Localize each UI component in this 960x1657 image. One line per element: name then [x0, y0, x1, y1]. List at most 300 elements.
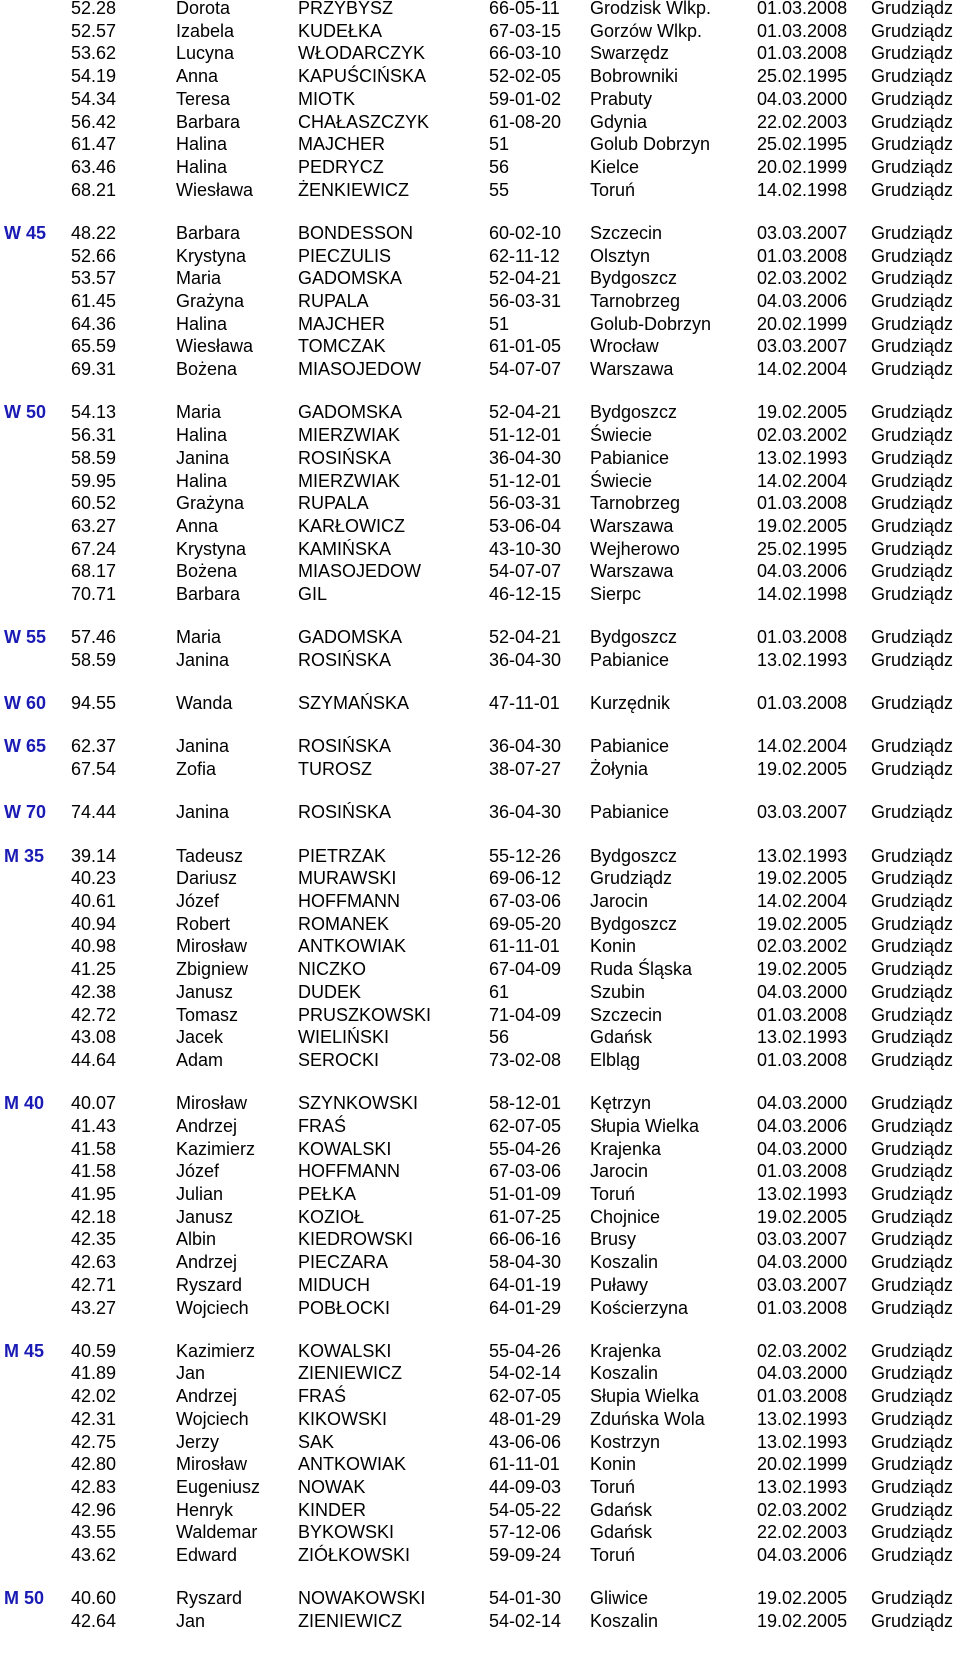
record-date: 13.02.1993 — [757, 1027, 848, 1048]
result-time: 40.98 — [71, 936, 117, 957]
birth-date: 43-06-06 — [489, 1431, 562, 1452]
birth-date: 69-05-20 — [489, 913, 562, 934]
result-time: 42.75 — [71, 1431, 117, 1452]
venue-city: Grudziądz — [871, 1499, 954, 1520]
birth-date: 52-04-21 — [489, 268, 562, 289]
venue-city: Grudziądz — [871, 402, 954, 423]
table-row — [0, 155, 960, 179]
last-name: RUPALA — [298, 493, 369, 514]
last-name: BONDESSON — [298, 222, 414, 243]
record-date: 14.02.1998 — [757, 179, 848, 200]
result-time: 41.95 — [71, 1184, 117, 1204]
birth-date: 52-02-05 — [489, 66, 562, 87]
venue-city: Grudziądz — [871, 1522, 954, 1543]
club-town: Toruń — [590, 1184, 636, 1204]
result-time: 41.58 — [71, 1138, 117, 1159]
first-name: Maria — [176, 627, 222, 648]
result-time: 58.59 — [71, 650, 117, 670]
table-row — [0, 1205, 960, 1229]
last-name: SEROCKI — [298, 1049, 380, 1070]
venue-city: Grudziądz — [871, 1431, 954, 1452]
club-town: Koszalin — [590, 1611, 659, 1631]
table-row — [0, 446, 960, 470]
last-name: TUROSZ — [298, 759, 372, 780]
club-town: Wejherowo — [590, 538, 680, 559]
table-row — [0, 64, 960, 88]
birth-date: 36-04-30 — [489, 650, 562, 670]
record-date: 19.02.2005 — [757, 402, 848, 423]
record-date: 03.03.2007 — [757, 1274, 848, 1295]
table-row — [0, 912, 960, 936]
club-town: Gdańsk — [590, 1522, 653, 1543]
birth-date: 62-07-05 — [489, 1386, 562, 1407]
first-name: Jacek — [176, 1027, 224, 1048]
first-name: Wiesława — [176, 336, 254, 357]
result-time: 41.25 — [71, 959, 117, 980]
last-name: KOWALSKI — [298, 1340, 392, 1361]
venue-city: Grudziądz — [871, 736, 954, 757]
last-name: PRZYBYSZ — [298, 0, 394, 18]
birth-date: 61-01-05 — [489, 336, 562, 357]
first-name: Halina — [176, 470, 228, 491]
venue-city: Grudziądz — [871, 359, 954, 380]
venue-city: Grudziądz — [871, 1408, 954, 1429]
venue-city: Grudziądz — [871, 650, 954, 670]
first-name: Dorota — [176, 0, 231, 18]
table-row — [0, 1339, 960, 1363]
venue-city: Grudziądz — [871, 245, 954, 266]
result-time: 40.23 — [71, 868, 117, 889]
club-town: Krajenka — [590, 1340, 662, 1361]
table-row — [0, 178, 960, 202]
venue-city: Grudziądz — [871, 1274, 954, 1295]
result-time: 52.66 — [71, 245, 117, 266]
birth-date: 61-07-25 — [489, 1206, 562, 1227]
table-row — [0, 934, 960, 958]
club-town: Bobrowniki — [590, 66, 679, 87]
record-date: 22.02.2003 — [757, 111, 848, 132]
first-name: Henryk — [176, 1499, 234, 1520]
club-town: Wrocław — [590, 336, 659, 357]
last-name: SAK — [298, 1431, 335, 1452]
result-time: 42.18 — [71, 1206, 117, 1227]
last-name: ZIÓŁKOWSKI — [298, 1545, 411, 1566]
birth-date: 55-04-26 — [489, 1340, 562, 1361]
venue-city: Grudziądz — [871, 759, 954, 780]
result-time: 63.27 — [71, 515, 117, 536]
table-row — [0, 1475, 960, 1499]
result-time: 40.60 — [71, 1588, 117, 1609]
venue-city: Grudziądz — [871, 959, 954, 980]
birth-date: 71-04-09 — [489, 1004, 562, 1025]
venue-city: Grudziądz — [871, 561, 954, 582]
last-name: POBŁOCKI — [298, 1297, 391, 1318]
table-row — [0, 537, 960, 561]
table-row — [0, 41, 960, 65]
table-row — [0, 357, 960, 381]
birth-date: 56 — [489, 1027, 510, 1048]
last-name: PIETRZAK — [298, 845, 387, 866]
first-name: Grażyna — [176, 493, 245, 514]
venue-city: Grudziądz — [871, 1229, 954, 1250]
result-time: 53.62 — [71, 43, 117, 64]
first-name: Teresa — [176, 88, 231, 109]
last-name: HOFFMANN — [298, 1161, 400, 1182]
table-row — [0, 491, 960, 515]
venue-city: Grudziądz — [871, 627, 954, 648]
club-town: Kościerzyna — [590, 1297, 689, 1318]
birth-date: 47-11-01 — [489, 693, 560, 714]
club-town: Konin — [590, 936, 637, 957]
category-label: W 55 — [4, 627, 47, 648]
table-row — [0, 1361, 960, 1385]
birth-date: 67-04-09 — [489, 959, 562, 980]
record-date: 01.03.2008 — [757, 1004, 848, 1025]
last-name: MAJCHER — [298, 134, 386, 155]
result-time: 48.22 — [71, 222, 117, 243]
club-town: Żołynia — [590, 759, 649, 780]
birth-date: 58-12-01 — [489, 1093, 562, 1114]
first-name: Jan — [176, 1611, 206, 1631]
category-label: M 35 — [4, 845, 45, 866]
birth-date: 67-03-06 — [489, 890, 562, 911]
result-time: 43.55 — [71, 1522, 117, 1543]
table-row — [0, 1520, 960, 1544]
birth-date: 55-04-26 — [489, 1138, 562, 1159]
table-row — [0, 514, 960, 538]
record-date: 13.02.1993 — [757, 1477, 848, 1497]
club-town: Tarnobrzeg — [590, 291, 681, 311]
first-name: Dariusz — [176, 868, 238, 889]
record-date: 14.02.1998 — [757, 584, 848, 604]
table-row — [0, 866, 960, 890]
first-name: Grażyna — [176, 291, 245, 311]
last-name: KOZIOŁ — [298, 1206, 365, 1227]
club-town: Świecie — [590, 425, 653, 446]
table-row — [0, 1430, 960, 1454]
last-name: GADOMSKA — [298, 627, 403, 648]
last-name: NOWAKOWSKI — [298, 1588, 426, 1609]
first-name: Janina — [176, 802, 230, 823]
last-name: FRAŚ — [298, 1386, 347, 1407]
result-time: 40.59 — [71, 1340, 117, 1361]
club-town: Warszawa — [590, 515, 674, 536]
first-name: Mirosław — [176, 1454, 248, 1475]
table-row — [0, 400, 960, 424]
club-town: Swarzędz — [590, 43, 670, 64]
last-name: ANTKOWIAK — [298, 1454, 407, 1475]
club-town: Ruda Śląska — [590, 959, 693, 980]
last-name: DUDEK — [298, 981, 362, 1002]
record-date: 02.03.2002 — [757, 1499, 848, 1520]
table-row — [0, 957, 960, 981]
result-time: 42.64 — [71, 1611, 117, 1631]
record-date: 01.03.2008 — [757, 245, 848, 266]
birth-date: 54-07-07 — [489, 359, 562, 380]
table-row — [0, 1452, 960, 1476]
record-date: 04.03.2006 — [757, 1115, 848, 1136]
venue-city: Grudziądz — [871, 157, 954, 177]
result-time: 70.71 — [71, 584, 117, 604]
first-name: Barbara — [176, 222, 241, 243]
first-name: Andrzej — [176, 1252, 238, 1273]
result-time: 68.17 — [71, 561, 117, 582]
table-row — [0, 1114, 960, 1138]
venue-city: Grudziądz — [871, 0, 954, 18]
last-name: ZIENIEWICZ — [298, 1363, 402, 1384]
record-date: 19.02.2005 — [757, 515, 848, 536]
venue-city: Grudziądz — [871, 1206, 954, 1227]
record-date: 13.02.1993 — [757, 650, 848, 670]
last-name: ANTKOWIAK — [298, 936, 407, 957]
birth-date: 51 — [489, 134, 510, 155]
table-row — [0, 1182, 960, 1206]
table-row — [0, 1296, 960, 1320]
result-time: 63.46 — [71, 157, 117, 177]
last-name: PIECZULIS — [298, 245, 392, 266]
first-name: Krystyna — [176, 538, 247, 559]
table-row — [0, 582, 960, 606]
result-time: 54.19 — [71, 66, 117, 87]
record-date: 13.02.1993 — [757, 1408, 848, 1429]
club-town: Puławy — [590, 1274, 649, 1295]
last-name: ROSIŃSKA — [298, 736, 392, 757]
birth-date: 52-04-21 — [489, 402, 562, 423]
last-name: BYKOWSKI — [298, 1522, 395, 1543]
venue-city: Grudziądz — [871, 1386, 954, 1407]
first-name: Ryszard — [176, 1274, 243, 1295]
venue-city: Grudziądz — [871, 1184, 954, 1204]
club-town: Zduńska Wola — [590, 1408, 705, 1429]
venue-city: Grudziądz — [871, 111, 954, 132]
venue-city: Grudziądz — [871, 1454, 954, 1475]
table-row — [0, 334, 960, 358]
club-town: Gliwice — [590, 1588, 649, 1609]
result-time: 42.35 — [71, 1229, 117, 1250]
record-date: 19.02.2005 — [757, 1611, 848, 1631]
birth-date: 44-09-03 — [489, 1477, 562, 1497]
first-name: Eugeniusz — [176, 1477, 261, 1497]
club-town: Tarnobrzeg — [590, 493, 681, 514]
record-date: 01.03.2008 — [757, 1297, 848, 1318]
table-row — [0, 1048, 960, 1072]
result-time: 64.36 — [71, 313, 117, 334]
birth-date: 56-03-31 — [489, 291, 562, 311]
venue-city: Grudziądz — [871, 447, 954, 468]
venue-city: Grudziądz — [871, 1477, 954, 1497]
table-row — [0, 469, 960, 493]
club-town: Warszawa — [590, 359, 674, 380]
result-time: 41.89 — [71, 1363, 117, 1384]
birth-date: 54-02-14 — [489, 1363, 562, 1384]
category-label: W 50 — [4, 402, 47, 423]
venue-city: Grudziądz — [871, 179, 954, 200]
last-name: TOMCZAK — [298, 336, 386, 357]
table-row — [0, 423, 960, 447]
record-date: 19.02.2005 — [757, 959, 848, 980]
first-name: Anna — [176, 515, 219, 536]
venue-city: Grudziądz — [871, 1161, 954, 1182]
result-time: 57.46 — [71, 627, 117, 648]
club-town: Gdynia — [590, 111, 648, 132]
last-name: MIERZWIAK — [298, 425, 400, 446]
birth-date: 59-09-24 — [489, 1545, 562, 1566]
venue-city: Grudziądz — [871, 291, 954, 311]
venue-city: Grudziądz — [871, 981, 954, 1002]
result-time: 58.59 — [71, 447, 117, 468]
birth-date: 43-10-30 — [489, 538, 562, 559]
result-time: 42.38 — [71, 981, 117, 1002]
table-row — [0, 648, 960, 672]
last-name: MIERZWIAK — [298, 470, 400, 491]
club-town: Kostrzyn — [590, 1431, 661, 1452]
birth-date: 73-02-08 — [489, 1049, 562, 1070]
record-date: 25.02.1995 — [757, 134, 848, 155]
record-date: 13.02.1993 — [757, 447, 848, 468]
venue-city: Grudziądz — [871, 66, 954, 87]
category-label: W 70 — [4, 802, 47, 823]
club-town: Jarocin — [590, 1161, 649, 1182]
result-time: 42.02 — [71, 1386, 117, 1407]
club-town: Krajenka — [590, 1138, 662, 1159]
venue-city: Grudziądz — [871, 538, 954, 559]
venue-city: Grudziądz — [871, 936, 954, 957]
club-town: Olsztyn — [590, 245, 651, 266]
record-date: 19.02.2005 — [757, 913, 848, 934]
birth-date: 66-03-10 — [489, 43, 562, 64]
table-row — [0, 1498, 960, 1522]
club-town: Kurzędnik — [590, 693, 671, 714]
record-date: 25.02.1995 — [757, 66, 848, 87]
record-date: 22.02.2003 — [757, 1522, 848, 1543]
last-name: KIEDROWSKI — [298, 1229, 414, 1250]
last-name: WIELIŃSKI — [298, 1027, 390, 1048]
table-row — [0, 1025, 960, 1049]
record-date: 13.02.1993 — [757, 845, 848, 866]
venue-city: Grudziądz — [871, 1252, 954, 1273]
last-name: KOWALSKI — [298, 1138, 392, 1159]
venue-city: Grudziądz — [871, 134, 954, 155]
birth-date: 51-01-09 — [489, 1184, 562, 1204]
club-town: Pabianice — [590, 447, 670, 468]
birth-date: 54-05-22 — [489, 1499, 562, 1520]
birth-date: 61 — [489, 981, 510, 1002]
venue-city: Grudziądz — [871, 313, 954, 334]
result-time: 69.31 — [71, 359, 117, 380]
last-name: KUDEŁKA — [298, 20, 383, 41]
venue-city: Grudziądz — [871, 20, 954, 41]
last-name: MURAWSKI — [298, 868, 397, 889]
result-time: 39.14 — [71, 845, 117, 866]
club-town: Golub-Dobrzyn — [590, 313, 712, 334]
club-town: Kielce — [590, 157, 640, 177]
result-time: 43.08 — [71, 1027, 117, 1048]
last-name: PEDRYCZ — [298, 157, 384, 177]
record-date: 01.03.2008 — [757, 1161, 848, 1182]
record-date: 20.02.1999 — [757, 1454, 848, 1475]
table-row — [0, 312, 960, 336]
venue-city: Grudziądz — [871, 1093, 954, 1114]
table-row — [0, 221, 960, 245]
result-time: 43.27 — [71, 1297, 117, 1318]
last-name: ROMANEK — [298, 913, 390, 934]
birth-date: 57-12-06 — [489, 1522, 562, 1543]
result-time: 74.44 — [71, 802, 117, 823]
first-name: Jerzy — [176, 1431, 220, 1452]
first-name: Krystyna — [176, 245, 247, 266]
table-row — [0, 800, 960, 824]
last-name: MIOTK — [298, 88, 355, 109]
table-row — [0, 625, 960, 649]
club-town: Jarocin — [590, 890, 649, 911]
venue-city: Grudziądz — [871, 1027, 954, 1048]
birth-date: 58-04-30 — [489, 1252, 562, 1273]
last-name: FRAŚ — [298, 1115, 347, 1136]
venue-city: Grudziądz — [871, 470, 954, 491]
result-time: 65.59 — [71, 336, 117, 357]
venue-city: Grudziądz — [871, 268, 954, 289]
result-time: 40.94 — [71, 913, 117, 934]
club-town: Grudziądz — [590, 868, 673, 889]
venue-city: Grudziądz — [871, 1611, 954, 1631]
result-time: 62.37 — [71, 736, 117, 757]
birth-date: 51-12-01 — [489, 425, 562, 446]
last-name: ROSIŃSKA — [298, 650, 392, 670]
first-name: Maria — [176, 268, 222, 289]
club-town: Elbląg — [590, 1049, 641, 1070]
first-name: Kazimierz — [176, 1340, 256, 1361]
first-name: Kazimierz — [176, 1138, 256, 1159]
last-name: MAJCHER — [298, 313, 386, 334]
first-name: Bożena — [176, 561, 238, 582]
last-name: SZYMAŃSKA — [298, 693, 410, 714]
result-time: 41.58 — [71, 1161, 117, 1182]
last-name: ZIENIEWICZ — [298, 1611, 402, 1631]
first-name: Józef — [176, 890, 220, 911]
table-row — [0, 980, 960, 1004]
birth-date: 52-04-21 — [489, 627, 562, 648]
venue-city: Grudziądz — [871, 913, 954, 934]
record-date: 14.02.2004 — [757, 736, 848, 757]
birth-date: 67-03-15 — [489, 20, 562, 41]
venue-city: Grudziądz — [871, 425, 954, 446]
table-row — [0, 757, 960, 781]
table-row — [0, 691, 960, 715]
first-name: Halina — [176, 313, 228, 334]
birth-date: 55-12-26 — [489, 845, 562, 866]
club-town: Pabianice — [590, 802, 670, 823]
club-town: Świecie — [590, 470, 653, 491]
last-name: WŁODARCZYK — [298, 43, 426, 64]
table-row — [0, 1250, 960, 1274]
result-time: 52.57 — [71, 20, 117, 41]
record-date: 02.03.2002 — [757, 1340, 848, 1361]
table-row — [0, 559, 960, 583]
last-name: PRUSZKOWSKI — [298, 1004, 432, 1025]
record-date: 13.02.1993 — [757, 1431, 848, 1452]
birth-date: 36-04-30 — [489, 447, 562, 468]
venue-city: Grudziądz — [871, 868, 954, 889]
club-town: Toruń — [590, 179, 636, 200]
first-name: Maria — [176, 402, 222, 423]
table-row — [0, 1159, 960, 1183]
record-date: 19.02.2005 — [757, 868, 848, 889]
birth-date: 59-01-02 — [489, 88, 562, 109]
last-name: PIECZARA — [298, 1252, 389, 1273]
category-label: W 45 — [4, 222, 47, 243]
last-name: RUPALA — [298, 291, 369, 311]
birth-date: 54-02-14 — [489, 1611, 562, 1631]
